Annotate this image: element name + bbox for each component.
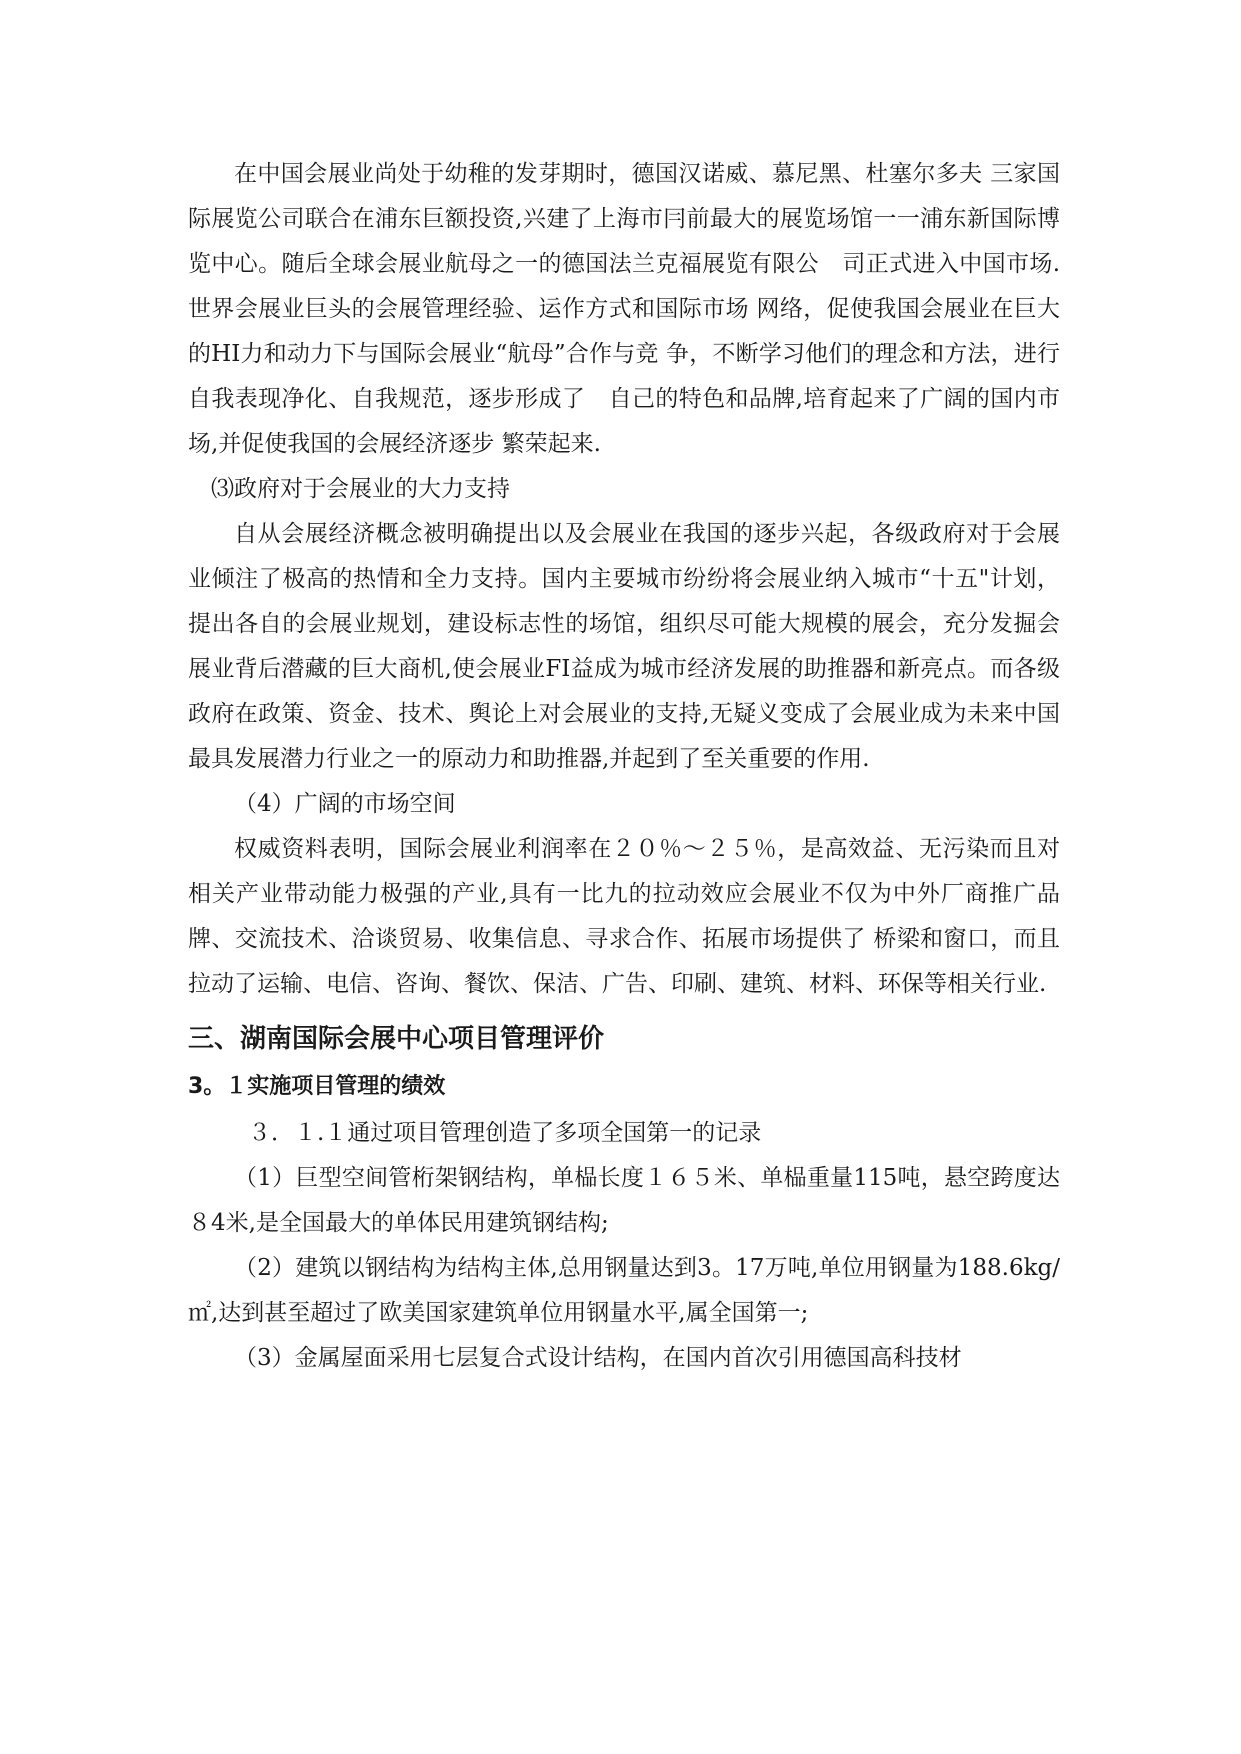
paragraph-foreign-exhibition-companies: 在中国会展业尚处于幼稚的发芽期时，德国汉诺威、慕尼黑、杜塞尔多夫 三家国际展览公司联合在浦东巨额投资,兴建了上海市冃前最大的展览场馆一一浦东新国际博览中心。随后全球会展业航母之一的德国法兰克福展览有限公 司正式进入中国市场.世界会展业巨头的会展管理经验、运作方式和国际市场 网络，促使我国会展业在巨大的HI力和动力下与国际会展业“航母”合作与竞 争，不断学习他们的理念和方法，进行自我表现净化、自我规范，逐步形成了 自己的特色和品牌,培育起来了广阔的国内市场,并促使我国的会展经济逐步 繁荣起来.	[188, 161, 1060, 457]
document-body	[188, 152, 1060, 1381]
paragraph-steel-truss: （1）巨型空间管桁架钢结构，单榀长度１６５米、单榀重量115吨，悬空跨度达８4米,是全国最大的单体民用建筑钢结构;	[188, 1165, 1060, 1236]
paragraph-government-support: 自从会展经济概念被明确提出以及会展业在我国的逐步兴起，各级政府对于会展业倾注了极高的热情和全力支持。国内主要城市纷纷将会展业纳入城市“十五"计划，提出各自的会展业规划，建设标志性的场馆，组织尽可能大规模的展会，充分发掘会展业背后潜藏的巨大商机,使会展业FI益成为城市经济发展的助推器和新亮点。而各级政府在政策、资金、技术、舆论上对会展业的支持,无疑义变成了会展业成为未来中国最具发展潜力行业之一的原动力和助推器,并起到了至关重要的作用.	[188, 521, 1060, 772]
paragraph-steel-usage: （2）建筑以钢结构为结构主体,总用钢量达到3。17万吨,单位用钢量为188.6kg/㎡,达到甚至超过了欧美国家建筑单位用钢量水平,属全国第一;	[188, 1255, 1060, 1326]
paragraph-national-firsts-heading: ３．１.１通过项目管理创造了多项全国第一的记录	[248, 1120, 762, 1146]
paragraph-heading-government-support: ⑶政府对于会展业的大力支持	[211, 476, 510, 502]
subsection-title: 3。１实施项目管理的绩效	[188, 1074, 446, 1099]
paragraph-metal-roof: （3）金属屋面采用七层复合式设计结构，在国内首次引用德国高科技材	[234, 1345, 962, 1371]
paragraph-heading-market-space: （4）广阔的市场空间	[234, 791, 456, 817]
section-title: 三、湖南国际会展中心项目管理评价	[188, 1024, 605, 1054]
paragraph-market-space: 权威资料表明，国际会展业利润率在２０％～２５％，是高效益、无污染而且对相关产业带动能力极强的产业,具有一比九的拉动效应会展业不仅为中外厂商推广品牌、交流技术、洽谈贸易、收集信息、寻求合作、拓展市场提供了 桥梁和窗口，而且拉动了运输、电信、咨询、餐饮、保洁、广告、印刷、建筑、材料、环保等相关行业.	[188, 836, 1060, 997]
